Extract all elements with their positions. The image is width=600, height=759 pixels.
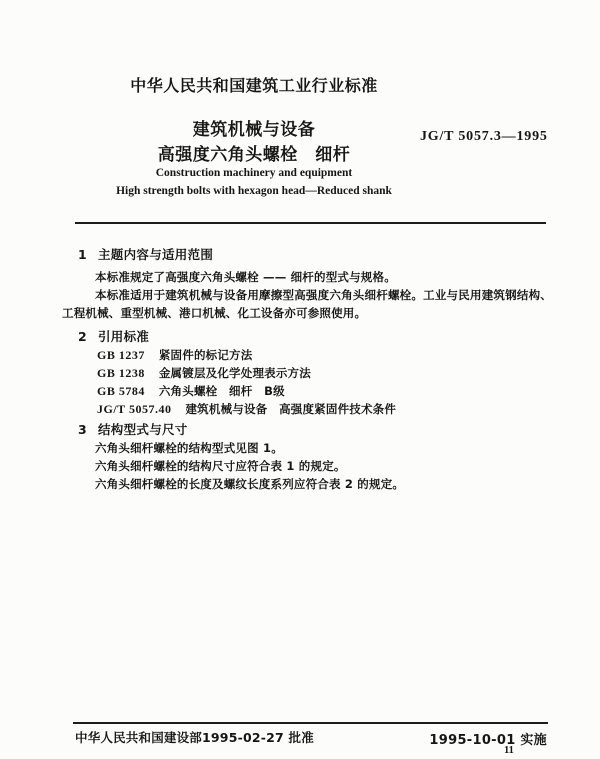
document-title-cn: 建筑机械与设备 <box>192 120 316 140</box>
section-2-heading <box>78 327 149 345</box>
reference-item <box>97 382 285 400</box>
reference-code: GB 5784 <box>97 384 145 398</box>
document-subtitle-cn: 高强度六角头螺栓 细杆 <box>157 145 351 165</box>
reference-title: 金属镀层及化学处理表示方法 <box>158 366 311 380</box>
section-1-heading <box>78 245 213 263</box>
standard-type-label: 中华人民共和国建筑工业行业标准 <box>130 76 378 95</box>
section-3-paragraph: 六角头细杆螺栓的结构型式见图 1。 <box>95 441 283 455</box>
section-3-paragraph: 六角头细杆螺栓的结构尺寸应符合表 1 的规定。 <box>95 459 346 473</box>
reference-item <box>97 400 396 418</box>
reference-code: GB 1237 <box>97 348 145 362</box>
implementation-text: 1995-10-01 实施 <box>429 733 547 748</box>
approval-text: 中华人民共和国建设部1995-02-27 批准 <box>75 730 314 745</box>
reference-title: 紧固件的标记方法 <box>158 348 253 362</box>
section-3-number: 3 <box>78 422 87 437</box>
page-number: 11 <box>504 745 514 756</box>
section-1-paragraph: 本标准规定了高强度六角头螺栓 —— 细杆的型式与规格。 <box>95 270 396 284</box>
section-1-number: 1 <box>78 247 87 262</box>
section-3-paragraph: 六角头细杆螺栓的长度及螺纹长度系列应符合表 2 的规定。 <box>95 477 405 491</box>
section-2-title: 引用标准 <box>98 329 150 344</box>
document-subtitle-en: High strength bolts with hexagon head—Reduced shank <box>116 185 392 197</box>
section-1-title: 主题内容与适用范围 <box>98 247 214 262</box>
section-3-title: 结构型式与尺寸 <box>98 422 188 437</box>
reference-title: 六角头螺栓 细杆 B级 <box>158 384 285 398</box>
footer-divider <box>73 722 548 724</box>
reference-title: 建筑机械与设备 高强度紧固件技术条件 <box>185 402 397 416</box>
reference-code: JG/T 5057.40 <box>97 402 172 416</box>
section-3-heading <box>78 420 188 438</box>
section-2-number: 2 <box>78 329 87 344</box>
reference-item <box>97 364 311 382</box>
document-title-en: Construction machinery and equipment <box>155 167 353 179</box>
reference-item <box>97 346 252 364</box>
reference-code: GB 1238 <box>97 366 145 380</box>
section-1-paragraph: 本标准适用于建筑机械与设备用摩擦型高强度六角头细杆螺栓。工业与民用建筑钢结构、工程机械、重型机械、港口机械、化工设备亦可参照使用。 <box>62 288 552 320</box>
header-divider <box>75 222 546 224</box>
standard-number: JG/T 5057.3—1995 <box>420 129 548 144</box>
